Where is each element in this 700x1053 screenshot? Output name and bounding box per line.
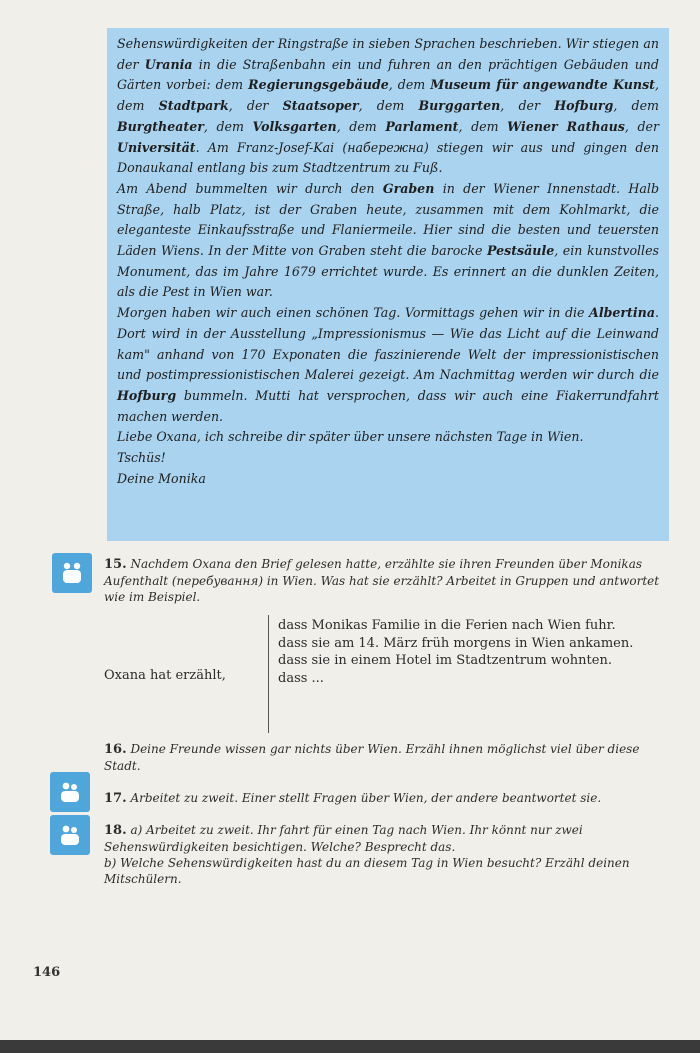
exercise-number: 18. [104, 823, 127, 838]
landmark-name: Hofburg [554, 98, 614, 114]
example-table [104, 615, 670, 735]
example-sentence-2: dass sie am 14. März früh morgens in Wien ankamen. [278, 635, 634, 651]
exercise-number: 16. [104, 742, 127, 757]
exercise-16 [104, 741, 669, 774]
example-sentences [278, 617, 670, 687]
landmark-name: Graben [382, 180, 435, 196]
exercise-text: Nachdem Oxana den Brief gelesen hatte, erzählte sie ihren Freunden über Monikas Aufenthalt (перебування) in Wien. Was hat sie erzählt? Arbeitet in Gruppen und antwortet wie im Beispiel. [104, 557, 660, 604]
letter-paragraph-4: Liebe Oxana, ich schreibe dir später über unsere nächsten Tage in Wien. [117, 429, 584, 445]
landmark-name: Hofburg [117, 387, 177, 403]
exercise-text-b: b) Welche Sehenswürdigkeiten hast du an diesem Tag in Wien besucht? Erzähl deinen Mitschülern. [104, 856, 630, 886]
group-work-icon [52, 553, 92, 593]
example-sentence-3: dass sie in einem Hotel im Stadtzentrum wohnten. [278, 653, 612, 668]
landmark-name: Wiener Rathaus [507, 118, 625, 134]
landmark-name: Urania [144, 56, 193, 72]
exercise-text-a: a) Arbeitet zu zweit. Ihr fahrt für einen Tag nach Wien. Ihr könnt nur zwei Sehenswürdigkeiten besichtigen. Welche? Besprecht das. [104, 823, 583, 854]
letter-paragraph-3: Morgen haben wir auch einen schönen Tag. Vormittags gehen wir in die Albertina. Dort wird in der Ausstellung „Impressionismus — Wie das Licht auf die Leinwand kam" anhand von 170 Exponaten die faszinierende Welt der impressionistischen und postimpressionistischen Malerei gezeigt. Am Nachmittag werden wir durch die Hofburg bummeln. Mutti hat versprochen, dass wir auch eine Fiakerrundfahrt machen werden. [117, 305, 659, 424]
landmark-name: Regierungsgebäude [248, 77, 389, 93]
landmark-name: Stadtpark [158, 98, 229, 114]
landmark-name: Parlament [385, 118, 459, 134]
letter-paragraph-1: Sehenswürdigkeiten der Ringstraße in sieben Sprachen beschrieben. Wir stiegen an der Urania in die Straßenbahn ein und fuhren an den prächtigen Gebäuden und Gärten vorbei: dem Regierungsgebäude, dem Museum für angewandte Kunst, dem Stadtpark, der Staatsoper, dem Burggarten, der Hofburg, dem Burgtheater, dem Volksgarten, dem Parlament, dem Wiener Rathaus, der Universität. Am Franz-Josef-Kai (набережна) stiegen wir aus und gingen den Donaukanal entlang bis zum Stadtzentrum zu Fuß. [117, 36, 660, 176]
exercise-text: Arbeitet zu zweit. Einer stellt Fragen über Wien, der andere beantwortet sie. [130, 791, 602, 805]
example-sentence-1: dass Monikas Familie in die Ferien nach Wien fuhr. [278, 618, 616, 633]
landmark-name: Burggarten [418, 98, 501, 114]
landmark-name: Pestsäule [486, 243, 555, 259]
page-edge [0, 1040, 700, 1053]
exercise-number: 15. [104, 557, 127, 572]
example-sentence-4: dass ... [278, 670, 324, 686]
landmark-name: Universität [117, 139, 196, 155]
landmark-name: Staatsoper [282, 98, 359, 114]
page-number: 146 [33, 965, 61, 980]
exercise-18 [104, 822, 669, 887]
letter-paragraph-2: Am Abend bummelten wir durch den Graben in der Wiener Innenstadt. Halb Straße, halb Platz, ist der Graben heute, zusammen mit dem Kohlmarkt, die eleganteste Einkaufsstraße und Flaniermeile. Hier sind die besten und teuersten Läden Wiens. In der Mitte von Graben steht die barocke Pestsäule, ein kunstvolles Monument, das im Jahre 1679 errichtet wurde. Es erinnert an die dunklen Zeiten, als die Pest in Wien war. [117, 180, 660, 300]
landmark-name: Volksgarten [252, 118, 337, 134]
pair-work-icon [50, 815, 90, 855]
pair-work-icon [50, 772, 90, 812]
exercise-number: 17. [104, 791, 127, 806]
landmark-name: Albertina [589, 305, 655, 321]
letter-box [107, 28, 669, 541]
exercise-text: Deine Freunde wissen gar nichts über Wien. Erzähl ihnen möglichst viel über diese Stadt. [104, 742, 640, 773]
landmark-name: Museum für angewandte Kunst [430, 77, 655, 93]
letter-greeting: Tschüs! [117, 450, 166, 466]
table-divider [268, 615, 269, 733]
example-intro: Oxana hat erzählt, [104, 668, 226, 683]
letter-signature: Deine Monika [117, 470, 206, 486]
exercise-15 [104, 556, 669, 605]
landmark-name: Burgtheater [117, 118, 204, 134]
exercise-17 [104, 790, 669, 807]
